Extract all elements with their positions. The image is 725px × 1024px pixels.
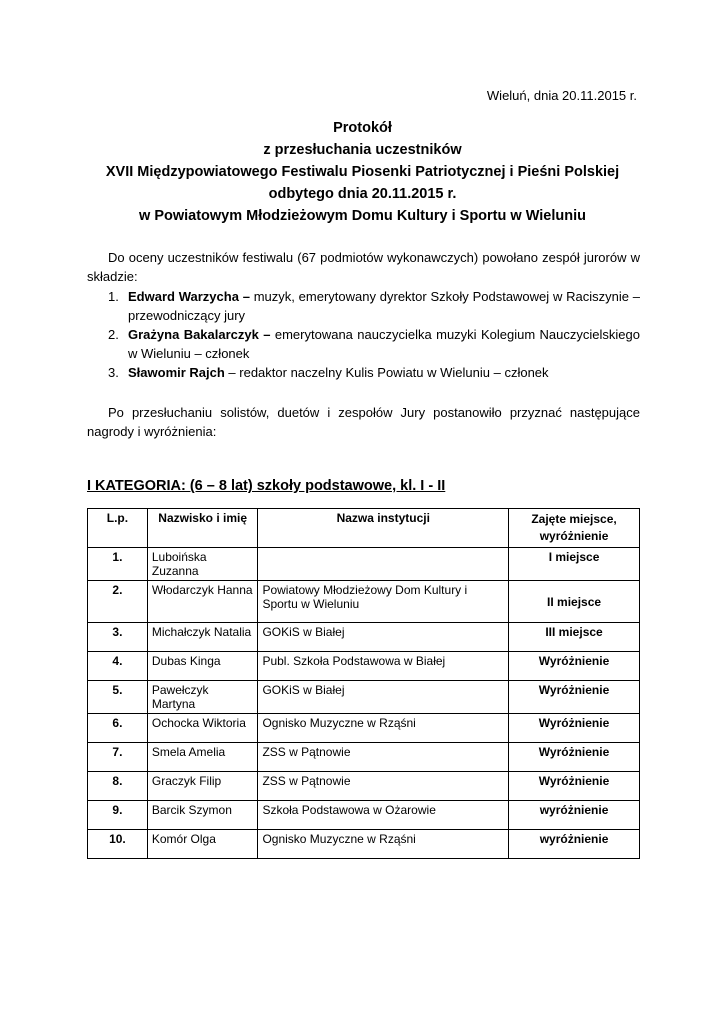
jury-member-number: 3. bbox=[108, 365, 119, 380]
cell-lp: 5. bbox=[88, 681, 148, 714]
decision-text: Po przesłuchaniu solistów, duetów i zespołów Jury postanowiło przyznać następujące nagrody i wyróżnienia: bbox=[87, 405, 640, 439]
cell-name: Smela Amelia bbox=[147, 743, 258, 772]
title-line-3: XVII Międzypowiatowego Festiwalu Piosenki Patriotycznej i Pieśni Polskiej bbox=[105, 164, 620, 180]
table-row bbox=[88, 681, 640, 714]
jury-member-role: emerytowana nauczycielka muzyki Kolegium Nauczycielskiego w Wieluniu – członek bbox=[128, 327, 640, 361]
cell-place: Wyróżnienie bbox=[509, 652, 640, 681]
cell-lp: 9. bbox=[88, 801, 148, 830]
table-row bbox=[88, 801, 640, 830]
cell-name: Michałczyk Natalia bbox=[147, 623, 258, 652]
jury-list bbox=[87, 287, 640, 382]
table-row bbox=[88, 772, 640, 801]
category-heading: I KATEGORIA: (6 – 8 lat) szkoły podstawowe, kl. I - II bbox=[87, 478, 446, 494]
header-institution: Nazwa instytucji bbox=[258, 509, 509, 548]
cell-name: Dubas Kinga bbox=[147, 652, 258, 681]
cell-place: Wyróżnienie bbox=[509, 772, 640, 801]
table-row bbox=[88, 623, 640, 652]
table-row bbox=[88, 830, 640, 859]
table-header-row bbox=[88, 509, 640, 548]
cell-institution bbox=[258, 548, 509, 581]
cell-institution: ZSS w Pątnowie bbox=[258, 772, 509, 801]
cell-institution: Szkoła Podstawowa w Ożarowie bbox=[258, 801, 509, 830]
cell-institution: Ognisko Muzyczne w Rząśni bbox=[258, 830, 509, 859]
jury-member bbox=[87, 325, 640, 363]
cell-name: Włodarczyk Hanna bbox=[147, 581, 258, 623]
cell-institution: Publ. Szkoła Podstawowa w Białej bbox=[258, 652, 509, 681]
cell-place: Wyróżnienie bbox=[509, 714, 640, 743]
jury-member-number: 2. bbox=[108, 327, 119, 342]
cell-place: Wyróżnienie bbox=[509, 681, 640, 714]
cell-place: wyróżnienie bbox=[509, 801, 640, 830]
cell-place: II miejsce bbox=[509, 581, 640, 623]
cell-name: Pawełczyk Martyna bbox=[147, 681, 258, 714]
table-row bbox=[88, 652, 640, 681]
jury-member-role: – redaktor naczelny Kulis Powiatu w Wieluniu – członek bbox=[224, 365, 549, 380]
jury-member-name: Grażyna Bakalarczyk – bbox=[128, 327, 271, 342]
cell-lp: 6. bbox=[88, 714, 148, 743]
jury-member-number: 1. bbox=[108, 289, 119, 304]
jury-member-role: muzyk, emerytowany dyrektor Szkoły Podstawowej w Raciszynie – przewodniczący jury bbox=[128, 289, 640, 323]
jury-member-name: Edward Warzycha – bbox=[128, 289, 250, 304]
cell-institution: Ognisko Muzyczne w Rząśni bbox=[258, 714, 509, 743]
table-row bbox=[88, 743, 640, 772]
cell-lp: 2. bbox=[88, 581, 148, 623]
jury-member bbox=[87, 287, 640, 325]
table-row bbox=[88, 581, 640, 623]
document-date: Wieluń, dnia 20.11.2015 r. bbox=[486, 88, 637, 103]
header-lp: L.p. bbox=[88, 509, 148, 548]
cell-name: Komór Olga bbox=[147, 830, 258, 859]
cell-name: Graczyk Filip bbox=[147, 772, 258, 801]
cell-place: Wyróżnienie bbox=[509, 743, 640, 772]
title-line-4: odbytego dnia 20.11.2015 r. bbox=[268, 186, 457, 202]
jury-member-name: Sławomir Rajch bbox=[128, 365, 225, 380]
table-row bbox=[88, 548, 640, 581]
cell-institution: Powiatowy Młodzieżowy Dom Kultury i Sportu w Wieluniu bbox=[258, 581, 509, 623]
cell-place: III miejsce bbox=[509, 623, 640, 652]
table-row bbox=[88, 714, 640, 743]
results-table bbox=[87, 508, 640, 859]
header-name: Nazwisko i imię bbox=[147, 509, 258, 548]
cell-lp: 8. bbox=[88, 772, 148, 801]
cell-institution: GOKiS w Białej bbox=[258, 681, 509, 714]
cell-name: Ochocka Wiktoria bbox=[147, 714, 258, 743]
title-line-1: Protokół bbox=[333, 120, 392, 136]
intro-text: Do oceny uczestników festiwalu (67 podmiotów wykonawczych) powołano zespół jurorów w składzie: bbox=[87, 250, 640, 284]
decision-paragraph bbox=[87, 403, 640, 441]
cell-name: Luboińska Zuzanna bbox=[147, 548, 258, 581]
title-line-2: z przesłuchania uczestników bbox=[263, 142, 462, 158]
header-place: Zajęte miejsce, wyróżnienie bbox=[509, 509, 640, 548]
cell-place: wyróżnienie bbox=[509, 830, 640, 859]
cell-lp: 1. bbox=[88, 548, 148, 581]
jury-member bbox=[87, 363, 640, 382]
cell-lp: 7. bbox=[88, 743, 148, 772]
cell-lp: 3. bbox=[88, 623, 148, 652]
cell-place: I miejsce bbox=[509, 548, 640, 581]
cell-institution: GOKiS w Białej bbox=[258, 623, 509, 652]
cell-name: Barcik Szymon bbox=[147, 801, 258, 830]
intro-paragraph bbox=[87, 248, 640, 286]
title-line-5: w Powiatowym Młodzieżowym Domu Kultury i Sportu w Wieluniu bbox=[139, 208, 586, 224]
cell-lp: 10. bbox=[88, 830, 148, 859]
cell-lp: 4. bbox=[88, 652, 148, 681]
document-title bbox=[0, 117, 725, 227]
cell-institution: ZSS w Pątnowie bbox=[258, 743, 509, 772]
